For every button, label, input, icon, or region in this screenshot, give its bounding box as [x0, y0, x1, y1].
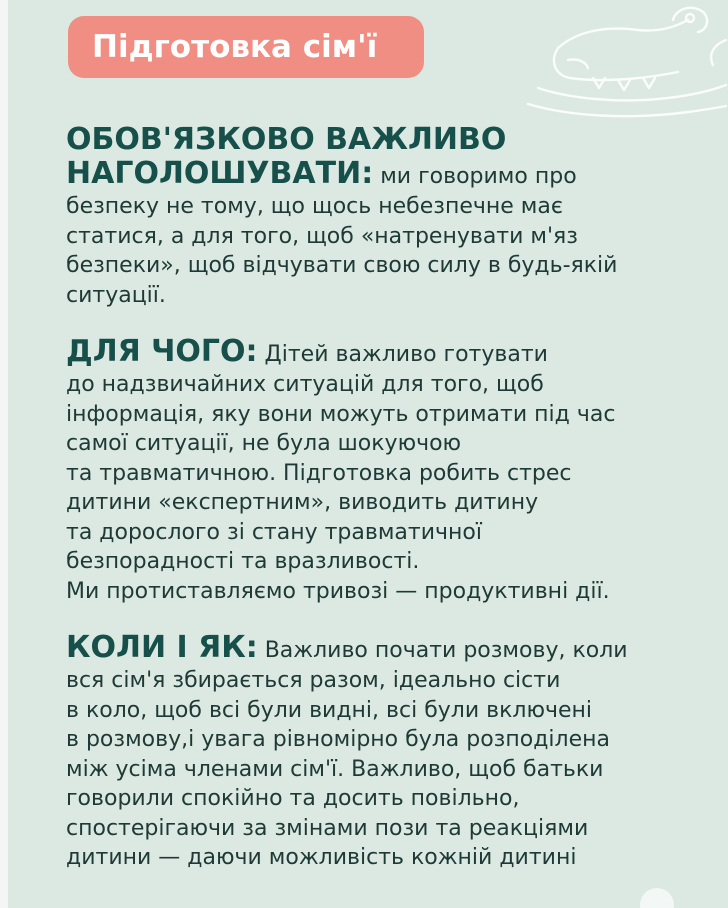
text-line: безпорадності та вразливості. [66, 549, 420, 574]
text-line: інформація, яку вони можуть отримати під час [66, 401, 616, 427]
section-heading-cont: НАГОЛОШУВАТИ: [66, 156, 374, 191]
content-body [66, 124, 666, 899]
text-line: безпеки», щоб відчувати свою силу в будь-якій [66, 253, 618, 278]
section-heading: КОЛИ І ЯК: [66, 630, 258, 665]
text-line: в коло, щоб всі були видні, всі були включені [66, 697, 592, 723]
section-heading: ДЛЯ ЧОГО: [66, 334, 258, 369]
text-line: дитини «експертним», виводить дитину [66, 490, 539, 515]
text-line: ситуації. [66, 282, 166, 308]
text-line: говорили спокійно та досить повільно, [66, 786, 520, 811]
section-when-how [66, 632, 666, 873]
text-line: самої ситуації, не була шокуючою [66, 431, 462, 456]
text-line: до надзвичайних ситуацій для того, щоб [66, 372, 544, 397]
text-line: між усіма членами сім'ї. Важливо, щоб батьки [66, 756, 604, 782]
text-line: та травматичною. Підготовка робить стрес [66, 460, 572, 486]
title-badge [68, 16, 424, 78]
text-line: безпеку не тому, що щось небезпечне має [66, 194, 563, 219]
text-line: ми говоримо про [373, 164, 577, 189]
page-title: Підготовка сім'ї [92, 29, 378, 65]
text-line: та дорослого зі стану травматичної [66, 519, 482, 545]
info-card [8, 0, 728, 908]
decorative-dot [640, 888, 674, 908]
text-line: статися, а для того, щоб «натренувати м'яз [66, 223, 578, 249]
text-line: в розмову,і увага рівномірно була розподілена [66, 727, 610, 752]
text-line: спостерігаючи за змінами пози та реакціями [66, 815, 589, 841]
crocodile-doodle-icon [498, 0, 728, 125]
section-why [66, 336, 666, 606]
text-line: Дітей важливо готувати [257, 342, 548, 367]
text-line: вся сім'я збирається разом, ідеально сісти [66, 668, 561, 693]
section-must-emphasize [66, 124, 666, 310]
text-line: Важливо почати розмову, коли [257, 638, 628, 663]
section-heading: ОБОВ'ЯЗКОВО ВАЖЛИВО [66, 122, 507, 157]
text-line: дитини — даючи можливість кожній дитині [66, 845, 577, 870]
text-line: Ми протиставляємо тривозі — продуктивні дії. [66, 578, 610, 604]
